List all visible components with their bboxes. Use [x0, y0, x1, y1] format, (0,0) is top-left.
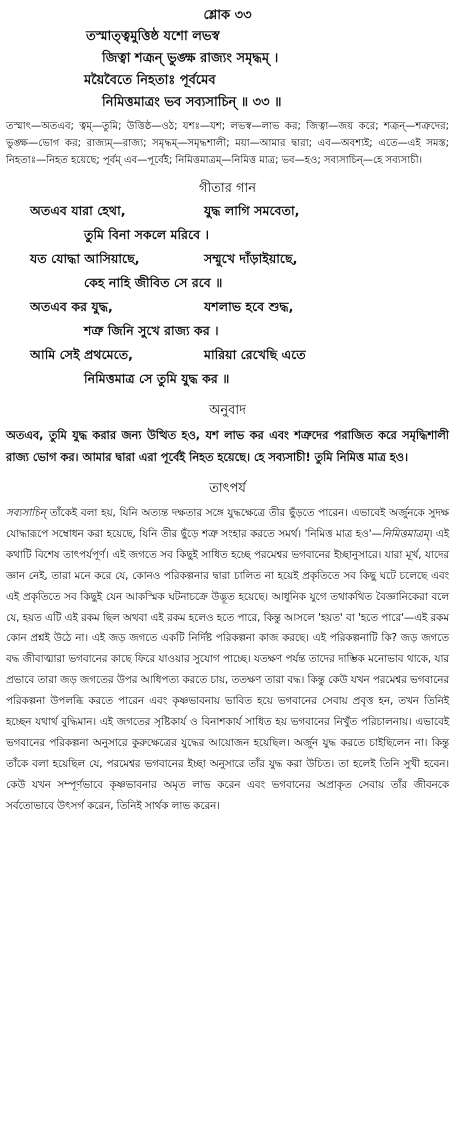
purport-text-part: তাঁকেই বলা হয়, যিনি অত্যন্ত দক্ষতার সঙ্গে যুদ্ধক্ষেত্রে তীর ছুঁড়তে পারেন। এভাবেই অর্জুনকে সুদক্ষ যোদ্ধারূপে সম্বোধন করা হয়েছে, যিনি তীর ছুঁড়ে শত্রু সংহার করতে সমর্থ। 'নিমিত্ত মাত্র হও'— — [6, 507, 449, 540]
purport-term: সব্যসাচিন্ — [6, 507, 46, 519]
purport-heading: তাৎপর্য — [209, 481, 246, 496]
song-line: তুমি বিনা সকলে মরিবে । — [84, 227, 210, 242]
song-line-part: আমি সেই প্রথমেতে, — [30, 347, 133, 362]
song-line-part: অতএব যারা হেথা, — [30, 203, 126, 218]
song-line: নিমিত্তমাত্র সে তুমি যুদ্ধ কর ॥ — [84, 371, 230, 386]
song-line — [6, 343, 449, 367]
song-line — [6, 199, 449, 223]
song-line: কেহ নাহি জীবিত সে রবে ॥ — [84, 275, 223, 290]
verse-line: তস্মাত্ত্বমুত্তিষ্ঠ যশো লভস্ব — [86, 29, 220, 44]
song-line-part: যশলাভ হবে শুদ্ধ, — [204, 299, 294, 314]
purport-text-part: । এই কথাটি বিশেষ তাৎপর্যপূর্ণ। এই জগতে সব কিছুই সাধিত হচ্ছে পরমেশ্বর ভগবানের ইচ্ছানুসারে। যারা মূর্খ, যাদের জ্ঞান নেই, তারা মনে করে যে, কোনও পরিকল্পনার দ্বারা চালিত না হয়েই প্রকৃতিতে সব কিছু ঘটে চলেছে এবং এই প্রকৃতিতে সব কিছুই যেন আকস্মিক ঘটনাচক্রে উদ্ভূত হয়েছে। আধুনিক যুগে তথাকথিত বৈজ্ঞানিকেরা বলে যে, হয়ত এটি এই রকম ছিল অথবা এই রকম হলেও হতে পারে, কিন্তু আসলে 'হয়ত' বা 'হতে পারে'—এই রকম কোন প্রশ্নই উঠে না। এই জড় জগতে একটি নির্দিষ্ট পরিকল্পনা কাজ করছে। এই পরিকল্পনাটি কি? জড় জগতে বদ্ধ জীবাত্মারা ভগবানের কাছে ফিরে যাওয়ার সুযোগ পাচ্ছে। যতক্ষণ পর্যন্ত তাদের দাম্ভিক মনোভাব থাকে, যার প্রভাবে তারা জড় জগতের উপর আধিপত্য করতে চায়, ততক্ষণ তারা বদ্ধ। কিন্তু কেউ যখন পরমেশ্বর ভগবানের পরিকল্পনা উপলব্ধি করতে পারেন এবং কৃষ্ণভাবনায় ভাবিত হয়ে ভগবানের সেবায় প্রবৃত্ত হন, তখন তিনিই হচ্ছেন যথার্থ বুদ্ধিমান। এই জগতের সৃষ্টিকার্য ও বিনাশকার্য সাধিত হয় ভগবানের নিখুঁত পরিচালনায়। এভাবেই ভগবানের পরিকল্পনা অনুসারে কুরুক্ষেত্রের যুদ্ধের আয়োজন হয়েছিল। অর্জুন যুদ্ধ করতে চাইছিলেন না। কিন্তু তাঁকে বলা হয়েছিল যে, পরমেশ্বর ভগবানের ইচ্ছা অনুসারে তাঁর যুদ্ধ করা উচিত। তা হলেই তিনি সুখী হবেন। কেউ যখন সম্পূর্ণভাবে কৃষ্ণভাবনার অমৃত লাভ করেন এবং ভগবানের অপ্রাকৃত সেবায় তাঁর জীবনকে সর্বতোভাবে উৎসর্গ করেন, তিনিই সার্থক লাভ করেন। — [6, 527, 449, 812]
song-line — [6, 295, 449, 319]
verse-line: ময়ৈবৈতে নিহতাঃ পূর্বমেব — [84, 73, 216, 88]
verse-line: জিত্বা শত্রূন্ ভুঙ্ক্ষ রাজ্যং সমৃদ্ধম্ । — [102, 51, 279, 66]
song-line — [6, 247, 449, 271]
gita-song — [6, 199, 449, 391]
song-line-part: মারিয়া রেখেছি এতে — [204, 347, 306, 362]
word-meanings: তস্মাৎ—অতএব; ত্বম্—তুমি; উত্তিষ্ঠ—ওঠ; যশঃ—যশ; লভস্ব—লাভ কর; জিত্বা—জয় করে; শত্রূন্—শত্রুদের; ভুঙ্ক্ষ—ভোগ কর; রাজ্যম্—রাজ্য; সমৃদ্ধম্—সমৃদ্ধশালী; ময়া—আমার দ্বারা; এব—অবশ্যই; এতে—এই সমস্ত; নিহতাঃ—নিহত হয়েছে; পূর্বম্ এব—পূর্বেই; নিমিত্তমাত্রম্—নিমিত্ত মাত্র; ভব—হও; সব্যসাচিন্—হে সব্যসাচী। — [6, 121, 449, 166]
verse-line: নিমিত্তমাত্রং ভব সব্যসাচিন্ ॥ ৩৩ ॥ — [102, 95, 282, 110]
purport-term: নিমিত্তমাত্রম্ — [381, 527, 429, 540]
song-line-part: যত যোদ্ধা আসিয়াছে, — [30, 251, 140, 266]
purport-text — [6, 503, 449, 817]
song-line: শত্রু জিনি সুখে রাজ্য কর । — [84, 323, 219, 338]
song-line-part: সম্মুখে দাঁড়াইয়াছে, — [204, 251, 298, 266]
translation-heading: অনুবাদ — [209, 403, 246, 418]
sloka-title: শ্লোক ৩৩ — [203, 8, 252, 23]
sanskrit-verse — [6, 26, 449, 114]
song-line-part: অতএব কর যুদ্ধ, — [30, 299, 113, 314]
translation-text: অতএব, তুমি যুদ্ধ করার জন্য উত্থিত হও, যশ লাভ কর এবং শত্রুদের পরাজিত করে সমৃদ্ধিশালী রাজ্য ভোগ কর। আমার দ্বারা এরা পূর্বেই নিহত হয়েছে। হে সব্যসাচী! তুমি নিমিত্ত মাত্র হও। — [6, 429, 449, 464]
song-line-part: যুদ্ধ লাগি সমবেতা, — [204, 203, 300, 218]
gita-song-heading: গীতার গান — [198, 181, 257, 196]
